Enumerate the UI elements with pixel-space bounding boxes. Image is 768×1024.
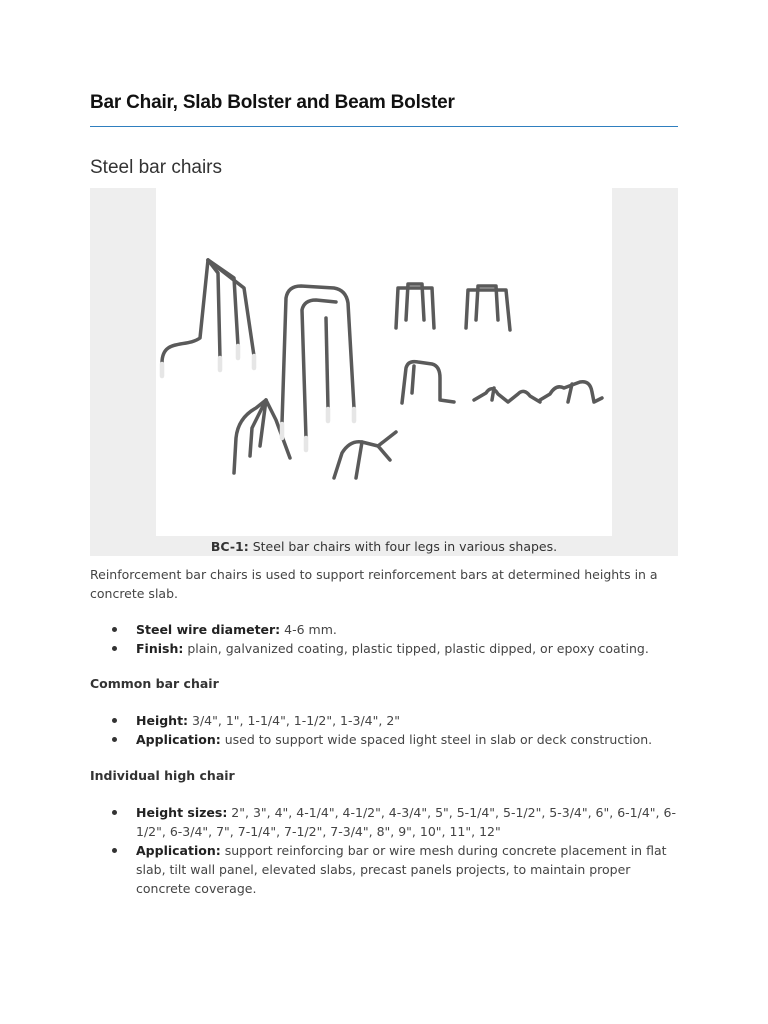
list-item-text: 2", 3", 4", 4-1/4", 4-1/2", 4-3/4", 5", 5-1/4", 5-1/2", 5-3/4", 6", 6-1/4", 6-1/2", 6-3/4", 7", 7-1/4", 7-1/2", 7-3/4", 8", 9", 10", 11", 12"	[136, 805, 676, 839]
list-item	[90, 711, 680, 730]
caption-label: BC-1:	[210, 539, 249, 554]
list-item-text: 3/4", 1", 1-1/4", 1-1/2", 1-3/4", 2"	[188, 713, 401, 728]
bullet-icon	[112, 646, 117, 651]
figure-caption	[90, 539, 678, 554]
list-item-label: Application:	[136, 843, 221, 858]
list-item-label: Height:	[136, 713, 189, 728]
list-item-text: plain, galvanized coating, plastic tipped, plastic dipped, or epoxy coating.	[183, 641, 649, 656]
bar-chairs-photo	[156, 188, 612, 536]
title-divider	[90, 126, 678, 127]
high-chair-list	[90, 803, 680, 898]
list-item	[90, 803, 680, 841]
bullet-icon	[112, 737, 117, 742]
list-item-label: Steel wire diameter:	[136, 622, 281, 637]
caption-text: Steel bar chairs with four legs in various shapes.	[248, 539, 558, 554]
common-chair-list	[90, 711, 680, 749]
specs-list	[90, 620, 680, 658]
list-item-label: Finish:	[136, 641, 184, 656]
page-title: Bar Chair, Slab Bolster and Beam Bolster	[90, 92, 455, 113]
common-bar-chair-heading: Common bar chair	[90, 676, 219, 691]
intro-paragraph: Reinforcement bar chairs is used to support reinforcement bars at determined heights in a concrete slab.	[90, 567, 658, 601]
bar-chairs-illustration	[156, 188, 612, 536]
bullet-icon	[112, 848, 117, 853]
bullet-icon	[112, 627, 117, 632]
list-item	[90, 730, 680, 749]
figure	[90, 188, 678, 556]
list-item	[90, 639, 680, 658]
list-item-text: support reinforcing bar or wire mesh during concrete placement in flat slab, tilt wall panel, elevated slabs, precast panels projects, to maintain proper concrete coverage.	[136, 843, 667, 896]
individual-high-chair-heading: Individual high chair	[90, 768, 235, 783]
list-item	[90, 620, 680, 639]
list-item-text: used to support wide spaced light steel in slab or deck construction.	[220, 732, 653, 747]
list-item-label: Height sizes:	[136, 805, 228, 820]
section-heading: Steel bar chairs	[90, 157, 223, 178]
list-item	[90, 841, 680, 898]
bullet-icon	[112, 810, 117, 815]
bullet-icon	[112, 718, 117, 723]
list-item-label: Application:	[136, 732, 221, 747]
list-item-text: 4-6 mm.	[280, 622, 337, 637]
